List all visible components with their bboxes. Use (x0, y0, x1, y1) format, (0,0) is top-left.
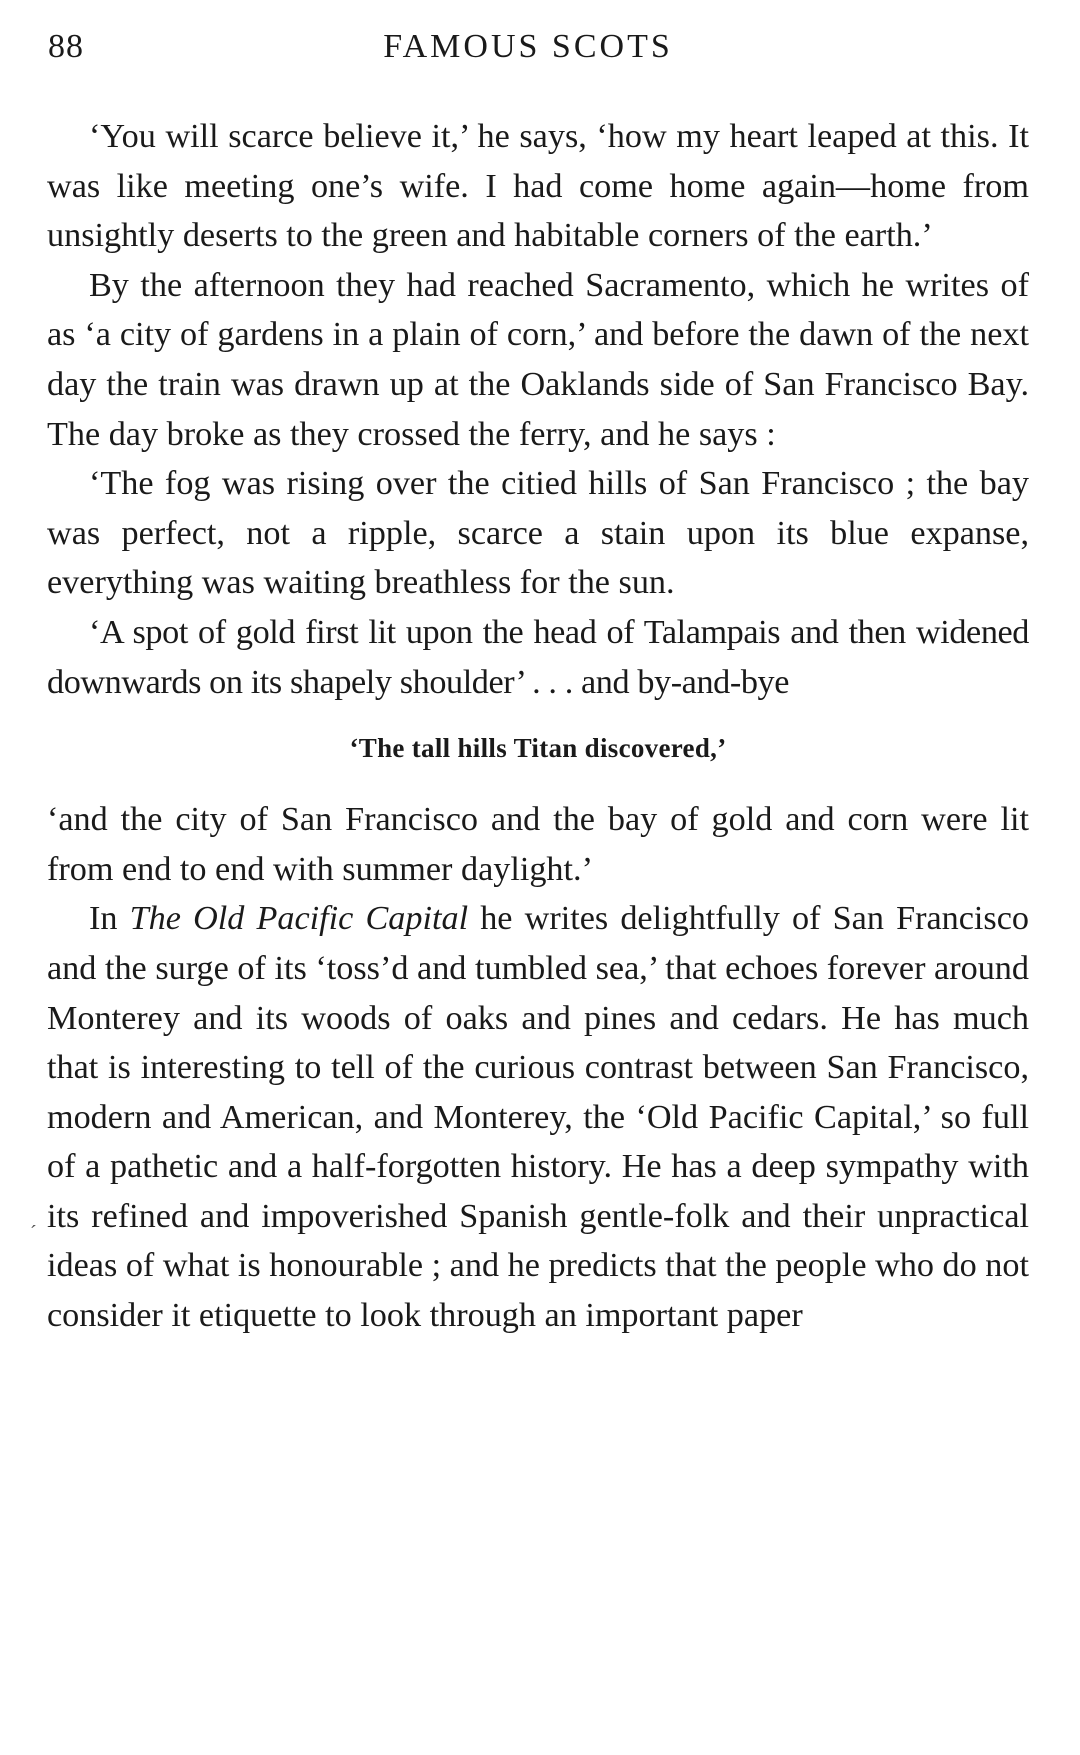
verse-quote: ‘The tall hills Titan discovered,’ (349, 733, 727, 764)
running-head: FAMOUS SCOTS (383, 28, 673, 65)
paragraph-quote-gold: ‘A spot of gold first lit upon the head of Talampais and then widened downwards on its shapely shoulder’ . . . and by-and-bye (47, 613, 1029, 701)
paragraph-quote-heart: ‘You will scarce believe it,’ he says, ‘how my heart leaped at this. It was like meeting one’s wife. I had come home again—home from unsightly deserts to the green and habitable corners of the earth.’ (47, 118, 1029, 255)
book-title: The Old Pacific Capital (129, 900, 469, 938)
paragraph-city-lit: ‘and the city of San Francisco and the bay of gold and corn were lit from end to end with summer daylight.’ (47, 801, 1029, 888)
body-text (47, 112, 1029, 1341)
paragraph-lead: In (89, 900, 130, 938)
paragraph-old-pacific-capital (47, 894, 1029, 1340)
paragraph-rest: he writes delightfully of San Francisco and the surge of its ‘toss’d and tumbled sea,’ that echoes forever around Monterey and its woods of oaks and pines and cedars. He has much that is interesting to tell of the curious contrast between San Francisco, modern and American, and Monterey, the ‘Old Pacific Capital,’ so full of a pathetic and a half-forgotten history. He has a deep sympathy with its refined and impoverished Spanish gentle-folk and their unpractical ideas of what is honourable ; and he predicts that the people who do not consider it etiquette to look through an important paper (47, 900, 1029, 1335)
paragraph-sacramento: By the afternoon they had reached Sacramento, which he writes of as ‘a city of gardens in a plain of corn,’ and before the dawn of the next day the train was drawn up at the Oaklands side of San Francisco Bay. The day broke as they crossed the ferry, and he says : (47, 266, 1029, 453)
page-number: 88 (48, 28, 84, 65)
paragraph-quote-fog: ‘The fog was rising over the citied hills of San Francisco ; the bay was perfect, not a ripple, scarce a stain upon its blue expanse, everything was waiting breathless for the sun. (47, 465, 1029, 602)
margin-tick-mark: ´ (30, 1222, 37, 1244)
page-header (48, 28, 1008, 72)
